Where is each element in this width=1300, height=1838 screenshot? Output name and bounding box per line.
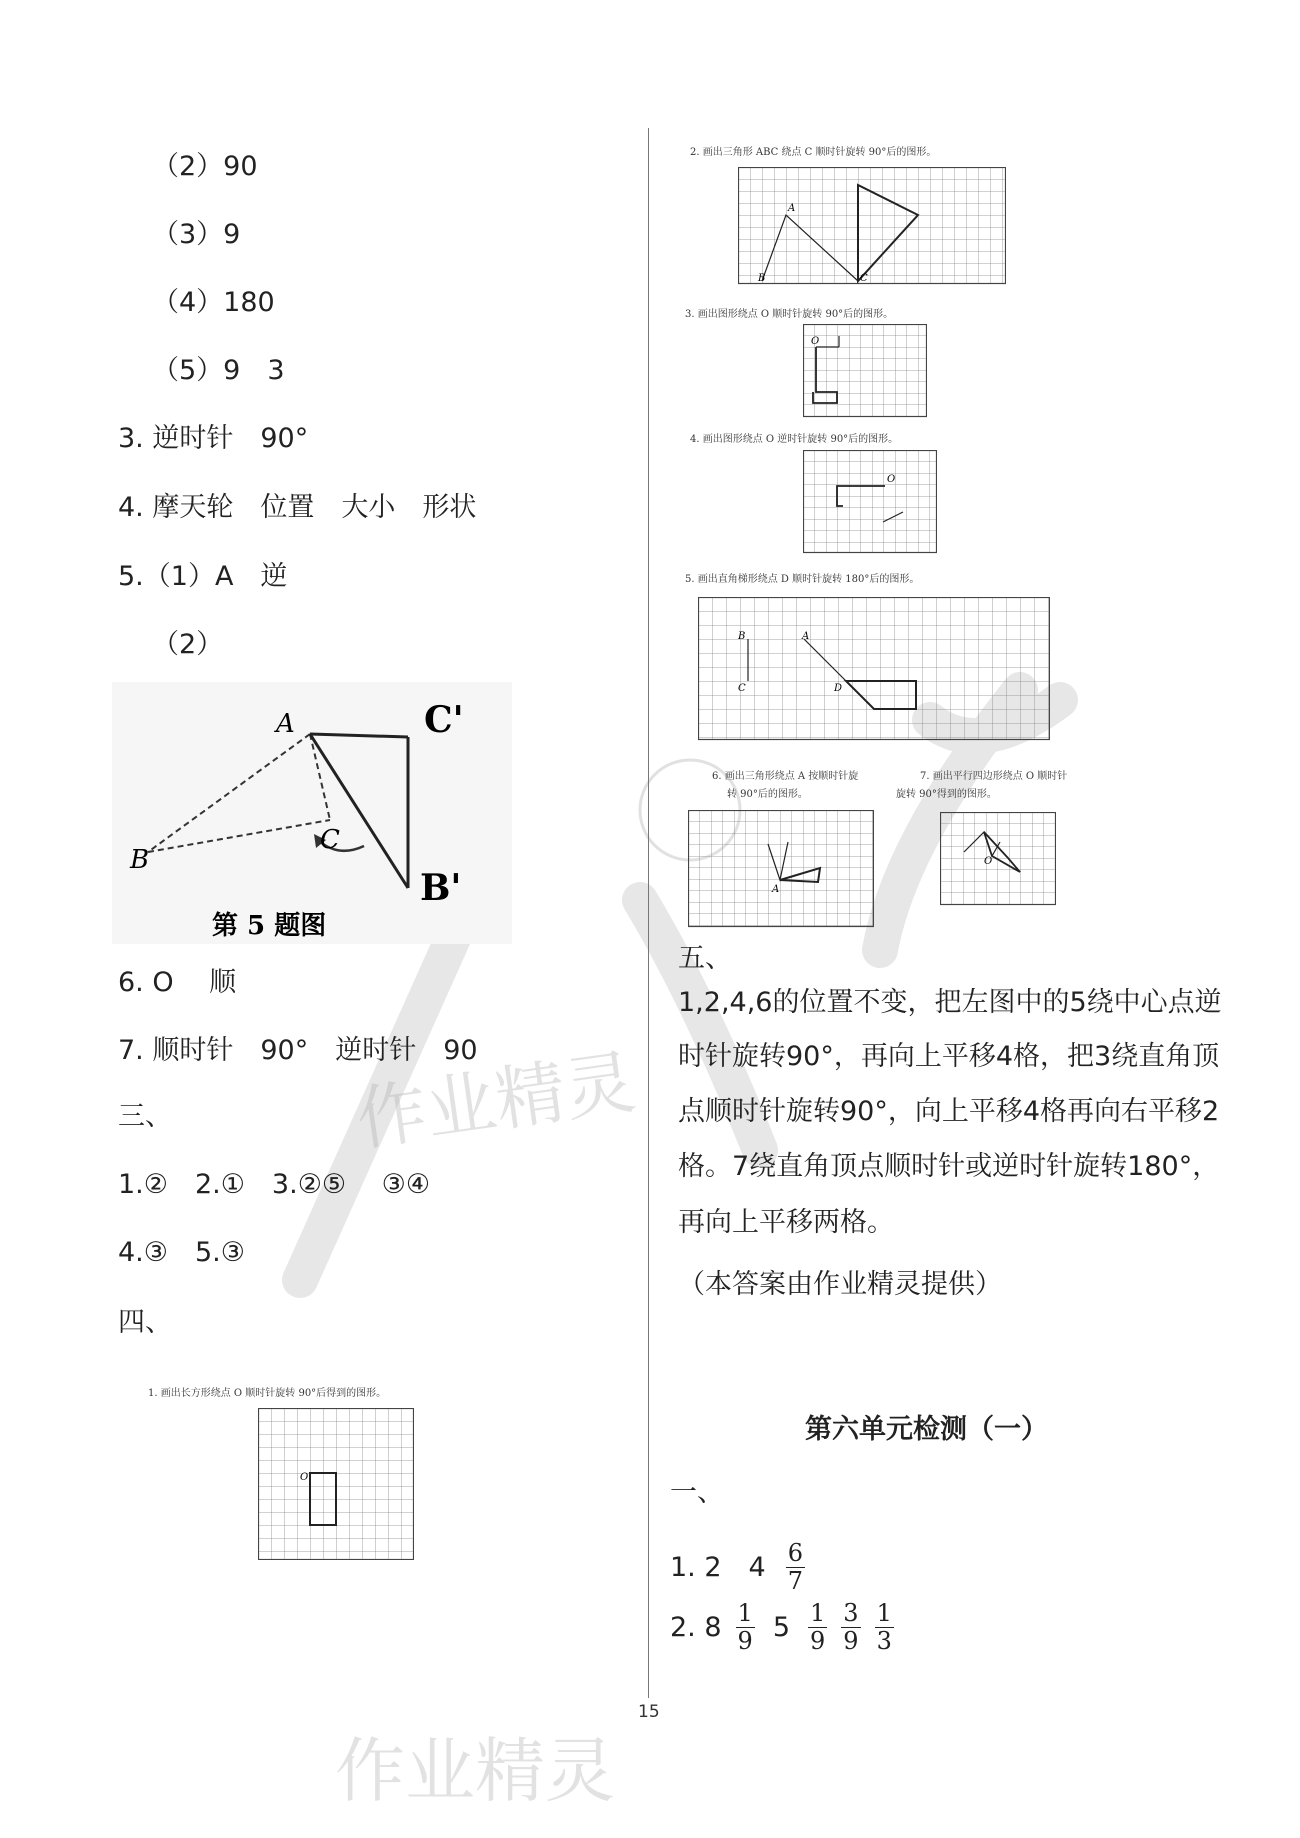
answer-3: 3. 逆时针 90° <box>118 423 309 454</box>
figure-5 <box>112 682 512 944</box>
q4-point-o: O <box>887 474 896 485</box>
fig5-label-a: A <box>276 709 295 739</box>
section-3-heading: 三、 <box>118 1101 172 1132</box>
q6-caption-2: 转 90°后的图形。 <box>727 789 808 800</box>
section-5-line3: 点顺时针旋转90°，向上平移4格再向右平移2 <box>678 1096 1220 1127</box>
section-5-line4: 格。7绕直角顶点顺时针或逆时针旋转180°， <box>678 1151 1220 1182</box>
q6-grid <box>688 810 874 928</box>
fraction-denominator: 9 <box>737 1627 753 1655</box>
section-5-heading: 五、 <box>678 943 732 974</box>
column-divider <box>648 128 649 1698</box>
q5-label-c: C <box>738 683 746 694</box>
q7-caption-1: 7. 画出平行四边形绕点 O 顺时针 <box>920 771 1068 782</box>
section-5-line1: 1,2,4,6的位置不变，把左图中的5绕中心点逆 <box>678 987 1222 1018</box>
q4-grid <box>803 450 937 554</box>
q3-caption: 3. 画出图形绕点 O 顺时针旋转 90°后的图形。 <box>685 309 894 320</box>
watermark-bottom: 作业精灵 <box>335 1730 615 1812</box>
fig5-label-b-prime: B' <box>420 867 462 909</box>
q6-caption-1: 6. 画出三角形绕点 A 按顺时针旋 <box>712 771 859 782</box>
section-4-heading: 四、 <box>118 1307 172 1338</box>
q4-caption: 4. 画出图形绕点 O 逆时针旋转 90°后的图形。 <box>690 434 899 445</box>
q5-label-d: D <box>834 683 843 694</box>
section-3-row2: 4.③ 5.③ <box>118 1237 245 1268</box>
fig5-label-c: C <box>320 825 340 855</box>
fraction-numerator: 1 <box>876 1599 892 1627</box>
answer-2-5: （5）9 3 <box>152 355 285 386</box>
q2-label-b: B <box>758 273 766 284</box>
unit6-item2-prefix: 2. 8 <box>670 1611 722 1643</box>
unit6-item1-fraction <box>786 1540 805 1595</box>
q5-grid <box>698 597 1050 741</box>
answer-2-3: （3）9 <box>152 219 241 250</box>
q7-caption-2: 旋转 90°得到的图形。 <box>896 789 997 800</box>
q2-caption: 2. 画出三角形 ABC 绕点 C 顺时针旋转 90°后的图形。 <box>690 147 937 158</box>
section-5-line5: 再向上平移两格。 <box>678 1207 894 1238</box>
fraction-denominator: 9 <box>810 1627 826 1655</box>
q3-grid <box>803 324 927 418</box>
fraction-numerator: 3 <box>843 1599 859 1627</box>
fig5-edge-bc <box>148 820 330 852</box>
unit6-item2-fraction-3 <box>841 1600 860 1655</box>
fig5-edge-ac-prime <box>310 734 408 737</box>
fraction-numerator: 1 <box>737 1599 753 1627</box>
q2-label-a: A <box>788 203 796 214</box>
fig5-edge-ac <box>310 734 330 820</box>
q4-1-point-o: O <box>300 1472 309 1483</box>
watermark-center: 作业精灵 <box>351 1040 641 1162</box>
section-5-credit: （本答案由作业精灵提供） <box>678 1269 1002 1300</box>
unit6-item2-fraction-4 <box>875 1600 894 1655</box>
q7-grid <box>940 812 1056 906</box>
q4-1-grid <box>258 1408 414 1560</box>
q4-1-caption: 1. 画出长方形绕点 O 顺时针旋转 90°后得到的图形。 <box>148 1388 387 1399</box>
fig5-caption: 第 5 题图 <box>212 911 327 941</box>
section-5-line2: 时针旋转90°，再向上平移4格，把3绕直角顶 <box>678 1041 1220 1072</box>
section-3-row1: 1.② 2.① 3.②⑤ ③④ <box>118 1169 431 1200</box>
fraction-denominator: 9 <box>843 1627 859 1655</box>
fig5-edge-ab-prime <box>310 734 408 888</box>
unit6-item1-prefix: 1. 2 4 <box>670 1551 766 1583</box>
unit6-item2-mid: 5 <box>772 1611 790 1643</box>
fraction-numerator: 6 <box>787 1539 803 1567</box>
answer-5-2: （2） <box>152 629 224 660</box>
answer-2-2: （2）90 <box>152 151 258 182</box>
unit6-item2-fraction-1 <box>736 1600 755 1655</box>
fig5-label-b: B <box>130 845 150 875</box>
q6-label-a: A <box>772 884 780 895</box>
page-number: 15 <box>638 1702 660 1722</box>
q3-point-o: O <box>811 336 820 347</box>
q2-label-c: C <box>860 273 868 284</box>
unit6-item2 <box>670 1600 898 1655</box>
unit6-section1: 一、 <box>670 1477 724 1508</box>
unit6-title: 第六单元检测（一） <box>805 1414 1048 1445</box>
answer-5-1: 5.（1）A 逆 <box>118 561 288 592</box>
answer-6: 6. O 顺 <box>118 967 237 998</box>
answer-2-4: （4）180 <box>152 287 275 318</box>
unit6-item2-fraction-2 <box>808 1600 827 1655</box>
q5-label-a: A <box>802 631 810 642</box>
fig5-label-c-prime: C' <box>424 699 464 741</box>
answer-4: 4. 摩天轮 位置 大小 形状 <box>118 492 477 523</box>
q2-grid <box>738 167 1006 285</box>
q7-point-o: O <box>984 856 993 867</box>
answer-7: 7. 顺时针 90° 逆时针 90 <box>118 1035 478 1066</box>
fraction-denominator: 7 <box>787 1567 803 1595</box>
q5-label-b: B <box>738 631 746 642</box>
fraction-numerator: 1 <box>810 1599 826 1627</box>
q5-caption: 5. 画出直角梯形绕点 D 顺时针旋转 180°后的图形。 <box>685 574 920 585</box>
unit6-item1 <box>670 1540 809 1595</box>
fig5-edge-ab <box>148 734 310 852</box>
fraction-denominator: 3 <box>876 1627 892 1655</box>
